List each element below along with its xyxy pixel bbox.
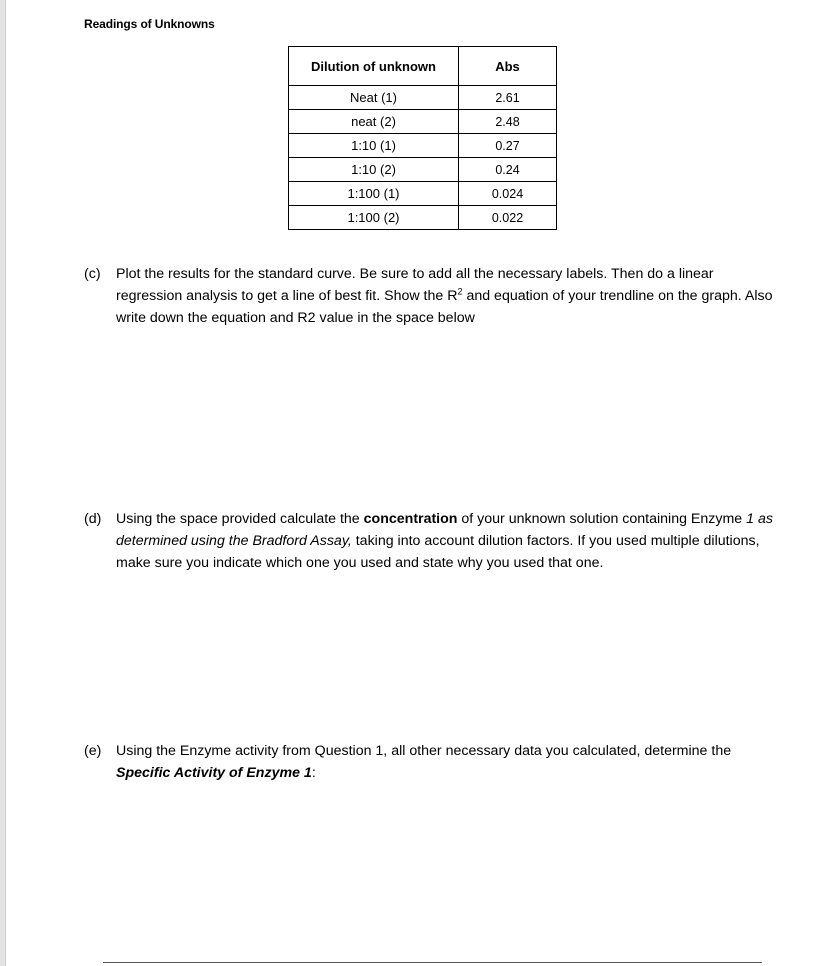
question-c-text [116, 263, 774, 329]
question-d-text-part: taking into account dilution factors. If you used multiple dilutions, make sure you indicate which one you used and state why you used that one. [116, 533, 760, 571]
header-abs: Abs [459, 47, 557, 86]
table-row [289, 182, 557, 206]
page-left-edge [0, 0, 6, 966]
question-c-text-part: Plot the results for the standard curve. Be sure to add all the necessary labels. Then do a linear regression analysis to get a line of best fit. Show the R [116, 266, 714, 304]
question-c-text-part: and equation of your trendline on the graph. Also write down the equation and R2 value in the space below [116, 288, 773, 326]
question-d-label: (d) [84, 511, 102, 527]
cell-dilution: 1:10 (1) [289, 134, 459, 158]
cell-dilution: 1:10 (2) [289, 158, 459, 182]
cell-abs: 2.48 [459, 110, 557, 134]
question-d-text-part: of your unknown solution containing Enzyme [457, 511, 747, 527]
table-row [289, 206, 557, 230]
cell-abs: 0.27 [459, 134, 557, 158]
question-c-label: (c) [84, 266, 101, 282]
readings-table [288, 46, 557, 230]
cell-abs: 0.24 [459, 158, 557, 182]
concentration-emphasis: concentration [363, 511, 458, 527]
cell-dilution: Neat (1) [289, 86, 459, 110]
cell-abs: 0.022 [459, 206, 557, 230]
specific-activity-emphasis: Specific Activity of Enzyme 1 [116, 765, 312, 781]
table-row [289, 110, 557, 134]
question-e-text [116, 740, 774, 784]
bradford-emphasis: 1 as determined using the Bradford Assay, [116, 511, 773, 549]
table-row [289, 86, 557, 110]
cell-abs: 2.61 [459, 86, 557, 110]
question-e-text-part: Using the Enzyme activity from Question 1, all other necessary data you calculated, determine the [116, 743, 732, 759]
table-row [289, 158, 557, 182]
question-e [84, 740, 774, 784]
question-d-text [116, 508, 774, 574]
section-heading: Readings of Unknowns [84, 17, 215, 31]
question-e-label: (e) [84, 743, 102, 759]
question-e-text-part: : [311, 765, 316, 781]
question-d-text-part: Using the space provided calculate the [116, 511, 364, 527]
cell-dilution: neat (2) [289, 110, 459, 134]
table-row [289, 134, 557, 158]
answer-line [103, 962, 762, 963]
cell-dilution: 1:100 (2) [289, 206, 459, 230]
cell-abs: 0.024 [459, 182, 557, 206]
cell-dilution: 1:100 (1) [289, 182, 459, 206]
question-c [84, 263, 774, 329]
question-d [84, 508, 774, 574]
r-squared-superscript: 2 [457, 286, 463, 297]
table-header-row [289, 47, 557, 86]
header-dilution: Dilution of unknown [289, 47, 459, 86]
